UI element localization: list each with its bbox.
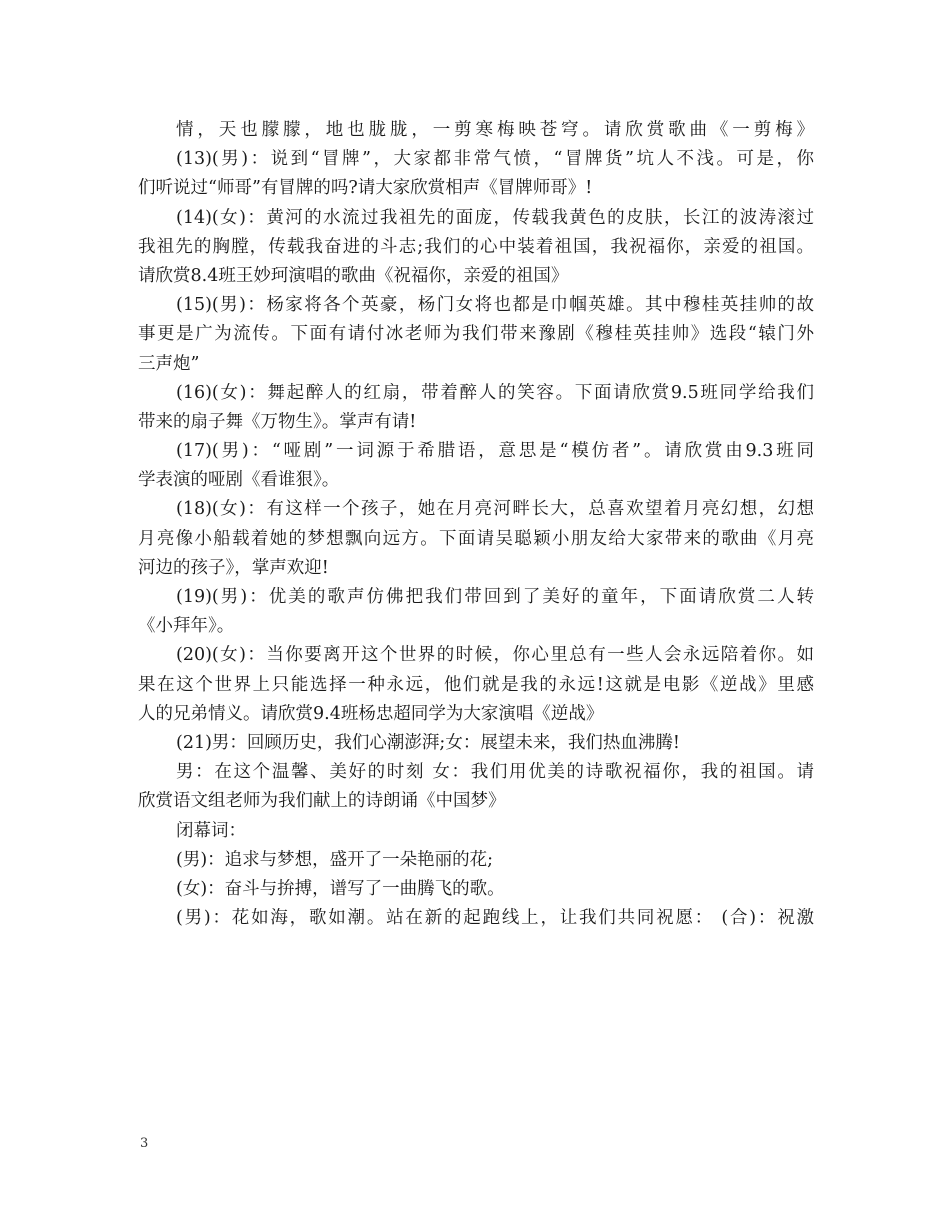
page-number: 3	[140, 1136, 149, 1151]
text-line: 们听说过“师哥”有冒牌的吗?请大家欣赏相声《冒牌师哥》!	[138, 178, 593, 199]
text-line: 《小拜年》。	[138, 616, 235, 637]
text-line: (16)(女)：舞起醉人的红扇，带着醉人的笑容。下面请欣赏9.5班同学给我们	[176, 382, 814, 403]
text-line: 事更是广为流传。下面有请付冰老师为我们带来豫剧《穆桂英挂帅》选段“辕门外	[138, 324, 814, 345]
text-line: (15)(男)：杨家将各个英豪，杨门女将也都是巾帼英雄。其中穆桂英挂帅的故	[176, 295, 814, 316]
text-line: 情，天也朦朦，地也胧胧，一剪寒梅映苍穹。请欣赏歌曲《一剪梅》	[176, 120, 814, 140]
text-line: (20)(女)：当你要离开这个世界的时候，你心里总有一些人会永远陪着你。如	[176, 645, 814, 666]
text-line: 人的兄弟情义。请欣赏9.4班杨忠超同学为大家演唱《逆战》	[138, 703, 604, 724]
text-line: (13)(男)：说到“冒牌”，大家都非常气愤，“冒牌货”坑人不浅。可是，你	[176, 149, 814, 170]
text-line: (18)(女)：有这样一个孩子，她在月亮河畔长大，总喜欢望着月亮幻想，幻想	[176, 499, 814, 520]
text-line: (17)(男)：“哑剧”一词源于希腊语，意思是“模仿者”。请欣赏由9.3班同	[176, 441, 814, 462]
text-line: 月亮像小船载着她的梦想飘向远方。下面请吴聪颖小朋友给大家带来的歌曲《月亮	[138, 528, 814, 549]
closing-heading: 闭幕词：	[176, 820, 246, 841]
text-line: 请欣赏8.4班王妙珂演唱的歌曲《祝福你，亲爱的祖国》	[138, 265, 569, 286]
text-line: (女)：奋斗与拚搏，谱写了一曲腾飞的歌。	[176, 878, 505, 899]
text-line: 带来的扇子舞《万物生》。掌声有请!	[138, 411, 417, 432]
text-line: (19)(男)：优美的歌声仿佛把我们带回到了美好的童年，下面请欣赏二人转	[176, 587, 814, 607]
text-line: 男：在这个温馨、美好的时刻 女：我们用优美的诗歌祝福你，我的祖国。请	[176, 762, 814, 783]
text-line: 三声炮”	[138, 353, 200, 374]
text-line: (14)(女)：黄河的水流过我祖先的面庞，传载我黄色的皮肤，长江的波涛滚过	[176, 207, 814, 228]
text-line: (21)男：回顾历史，我们心潮澎湃;女：展望未来，我们热血沸腾!	[176, 732, 680, 753]
text-line: 欣赏语文组老师为我们献上的诗朗诵《中国梦》	[138, 791, 506, 812]
text-line: 学表演的哑剧《看谁狠》。	[138, 470, 340, 491]
text-line: 果在这个世界上只能选择一种永远，他们就是我的永远!这就是电影《逆战》里感	[138, 674, 814, 695]
text-line: 我祖先的胸膛，传载我奋进的斗志;我们的心中装着祖国，我祝福你，亲爱的祖国。	[138, 236, 814, 257]
text-line: (男)：花如海，歌如潮。站在新的起跑线上，让我们共同祝愿： (合)：祝激	[176, 908, 814, 929]
text-line: 河边的孩子》，掌声欢迎!	[138, 557, 329, 578]
text-line: (男)：追求与梦想，盛开了一朵艳丽的花;	[176, 849, 494, 870]
body-text	[138, 116, 814, 933]
